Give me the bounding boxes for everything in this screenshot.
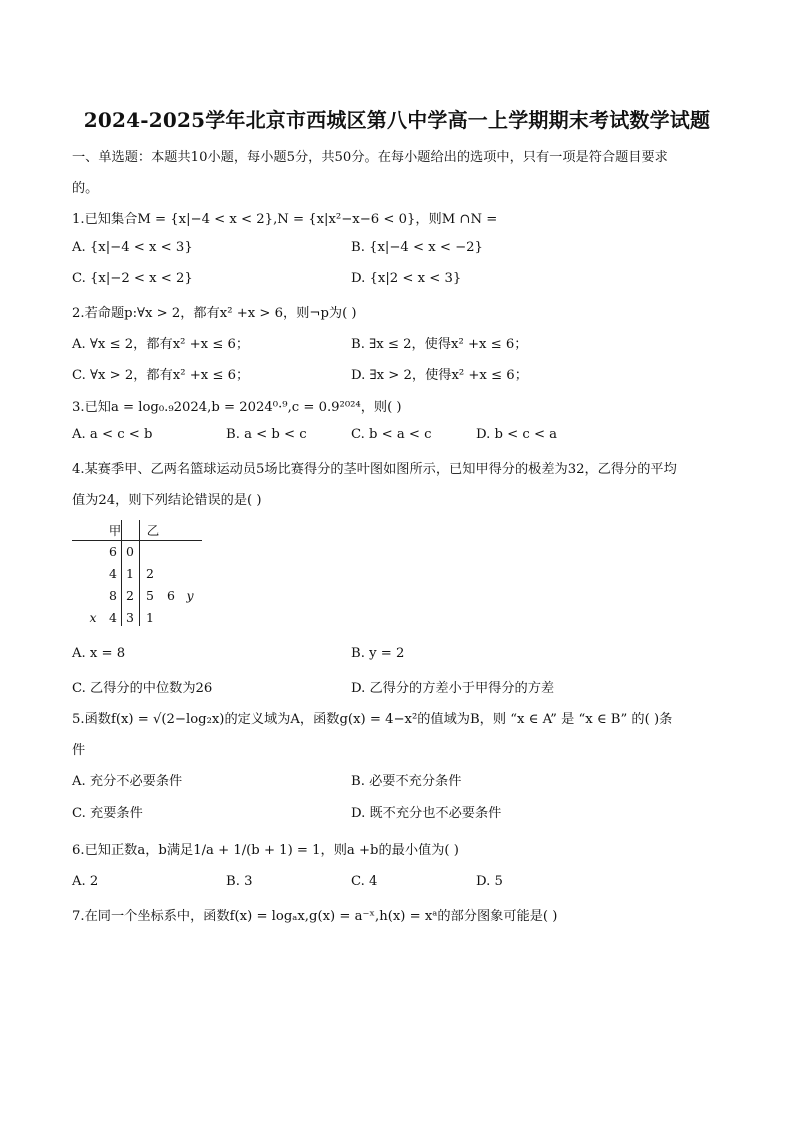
- question-4-stem: 4.某赛季甲、乙两名篮球运动员5场比赛得分的茎叶图如图所示，已知甲得分的极差为32，乙得分的平均: [72, 462, 677, 477]
- question-5-stem: 5.函数f(x) = √(2−log₂x)的定义域为A，函数g(x) = 4−x²的值域为B，则 “x ∈ A” 是 “x ∈ B” 的( )条: [72, 712, 673, 727]
- q6-option-c[interactable]: C. 4: [351, 874, 378, 889]
- stem-cell: 4: [109, 566, 117, 581]
- stem-cell: x: [89, 610, 97, 625]
- q4-option-b[interactable]: B. y = 2: [351, 646, 405, 661]
- q3-option-d[interactable]: D. b < c < a: [476, 427, 558, 442]
- q5-option-a[interactable]: A. 充分不必要条件: [72, 774, 183, 789]
- q6-option-b[interactable]: B. 3: [226, 874, 253, 889]
- stem-cell: 0: [126, 544, 134, 559]
- q4-option-a[interactable]: A. x = 8: [72, 646, 126, 661]
- q5-option-d[interactable]: D. 既不充分也不必要条件: [351, 806, 502, 821]
- stem-cell: 2: [126, 588, 134, 603]
- stem-cell: 4: [109, 610, 117, 625]
- question-5-stem-cont: 件: [72, 743, 86, 758]
- exam-title: 2024-2025学年北京市西城区第八中学高一上学期期末考试数学试题: [83, 108, 711, 132]
- q4-option-d[interactable]: D. 乙得分的方差小于甲得分的方差: [351, 681, 555, 696]
- q1-option-c[interactable]: C. {x|−2 < x < 2}: [72, 271, 193, 286]
- question-7-stem: 7.在同一个坐标系中，函数f(x) = logₐx,g(x) = a⁻ˣ,h(x) = xᵃ的部分图象可能是( ): [72, 909, 558, 924]
- question-6-stem: 6.已知正数a，b满足1/a + 1/(b + 1) = 1，则a +b的最小值为( ): [72, 843, 459, 858]
- stem-cell: 8: [109, 588, 117, 603]
- q6-option-a[interactable]: A. 2: [72, 874, 99, 889]
- stem-plot-header-rule: [72, 540, 202, 541]
- stem-cell: 5: [146, 588, 154, 603]
- q5-option-b[interactable]: B. 必要不充分条件: [351, 774, 462, 789]
- q2-option-c[interactable]: C. ∀x > 2，都有x² +x ≤ 6；: [72, 368, 250, 383]
- q1-option-b[interactable]: B. {x|−4 < x < −2}: [351, 240, 483, 255]
- q2-option-d[interactable]: D. ∃x > 2，使得x² +x ≤ 6；: [351, 368, 528, 383]
- stem-cell: 3: [126, 610, 134, 625]
- question-2-stem: 2.若命题p:∀x > 2，都有x² +x > 6，则¬p为( ): [72, 306, 357, 321]
- q3-option-a[interactable]: A. a < c < b: [72, 427, 153, 442]
- q3-option-c[interactable]: C. b < a < c: [351, 427, 432, 442]
- stem-cell: 6: [167, 588, 175, 603]
- q1-option-a[interactable]: A. {x|−4 < x < 3}: [72, 240, 193, 255]
- question-1-stem: 1.已知集合M = {x|−4 < x < 2},N = {x|x²−x−6 < 0}，则M ∩N =: [72, 212, 498, 227]
- stem-cell: 2: [146, 566, 154, 581]
- q4-option-c[interactable]: C. 乙得分的中位数为26: [72, 681, 213, 696]
- question-3-stem: 3.已知a = log₀.₉2024,b = 2024⁰·⁹,c = 0.9²⁰²⁴，则( ): [72, 400, 402, 415]
- stem-leaf-plot: [72, 518, 202, 628]
- q2-option-a[interactable]: A. ∀x ≤ 2，都有x² +x ≤ 6；: [72, 337, 250, 352]
- stem-head-jia: 甲: [108, 523, 122, 538]
- section-heading-cont: 的。: [72, 181, 99, 196]
- section-heading: 一、单选题：本题共10小题，每小题5分，共50分。在每小题给出的选项中，只有一项是符合题目要求: [72, 150, 668, 165]
- q2-option-b[interactable]: B. ∃x ≤ 2，使得x² +x ≤ 6；: [351, 337, 528, 352]
- q3-option-b[interactable]: B. a < b < c: [226, 427, 307, 442]
- question-4-stem-cont: 值为24，则下列结论错误的是( ): [72, 493, 262, 508]
- q1-option-d[interactable]: D. {x|2 < x < 3}: [351, 271, 462, 286]
- stem-cell: 6: [109, 544, 117, 559]
- stem-cell: 1: [146, 610, 154, 625]
- stem-plot-right-rule: [139, 520, 140, 626]
- stem-cell: 1: [126, 566, 134, 581]
- q5-option-c[interactable]: C. 充要条件: [72, 806, 143, 821]
- stem-cell: y: [186, 588, 194, 603]
- q6-option-d[interactable]: D. 5: [476, 874, 503, 889]
- stem-head-yi: 乙: [146, 523, 160, 538]
